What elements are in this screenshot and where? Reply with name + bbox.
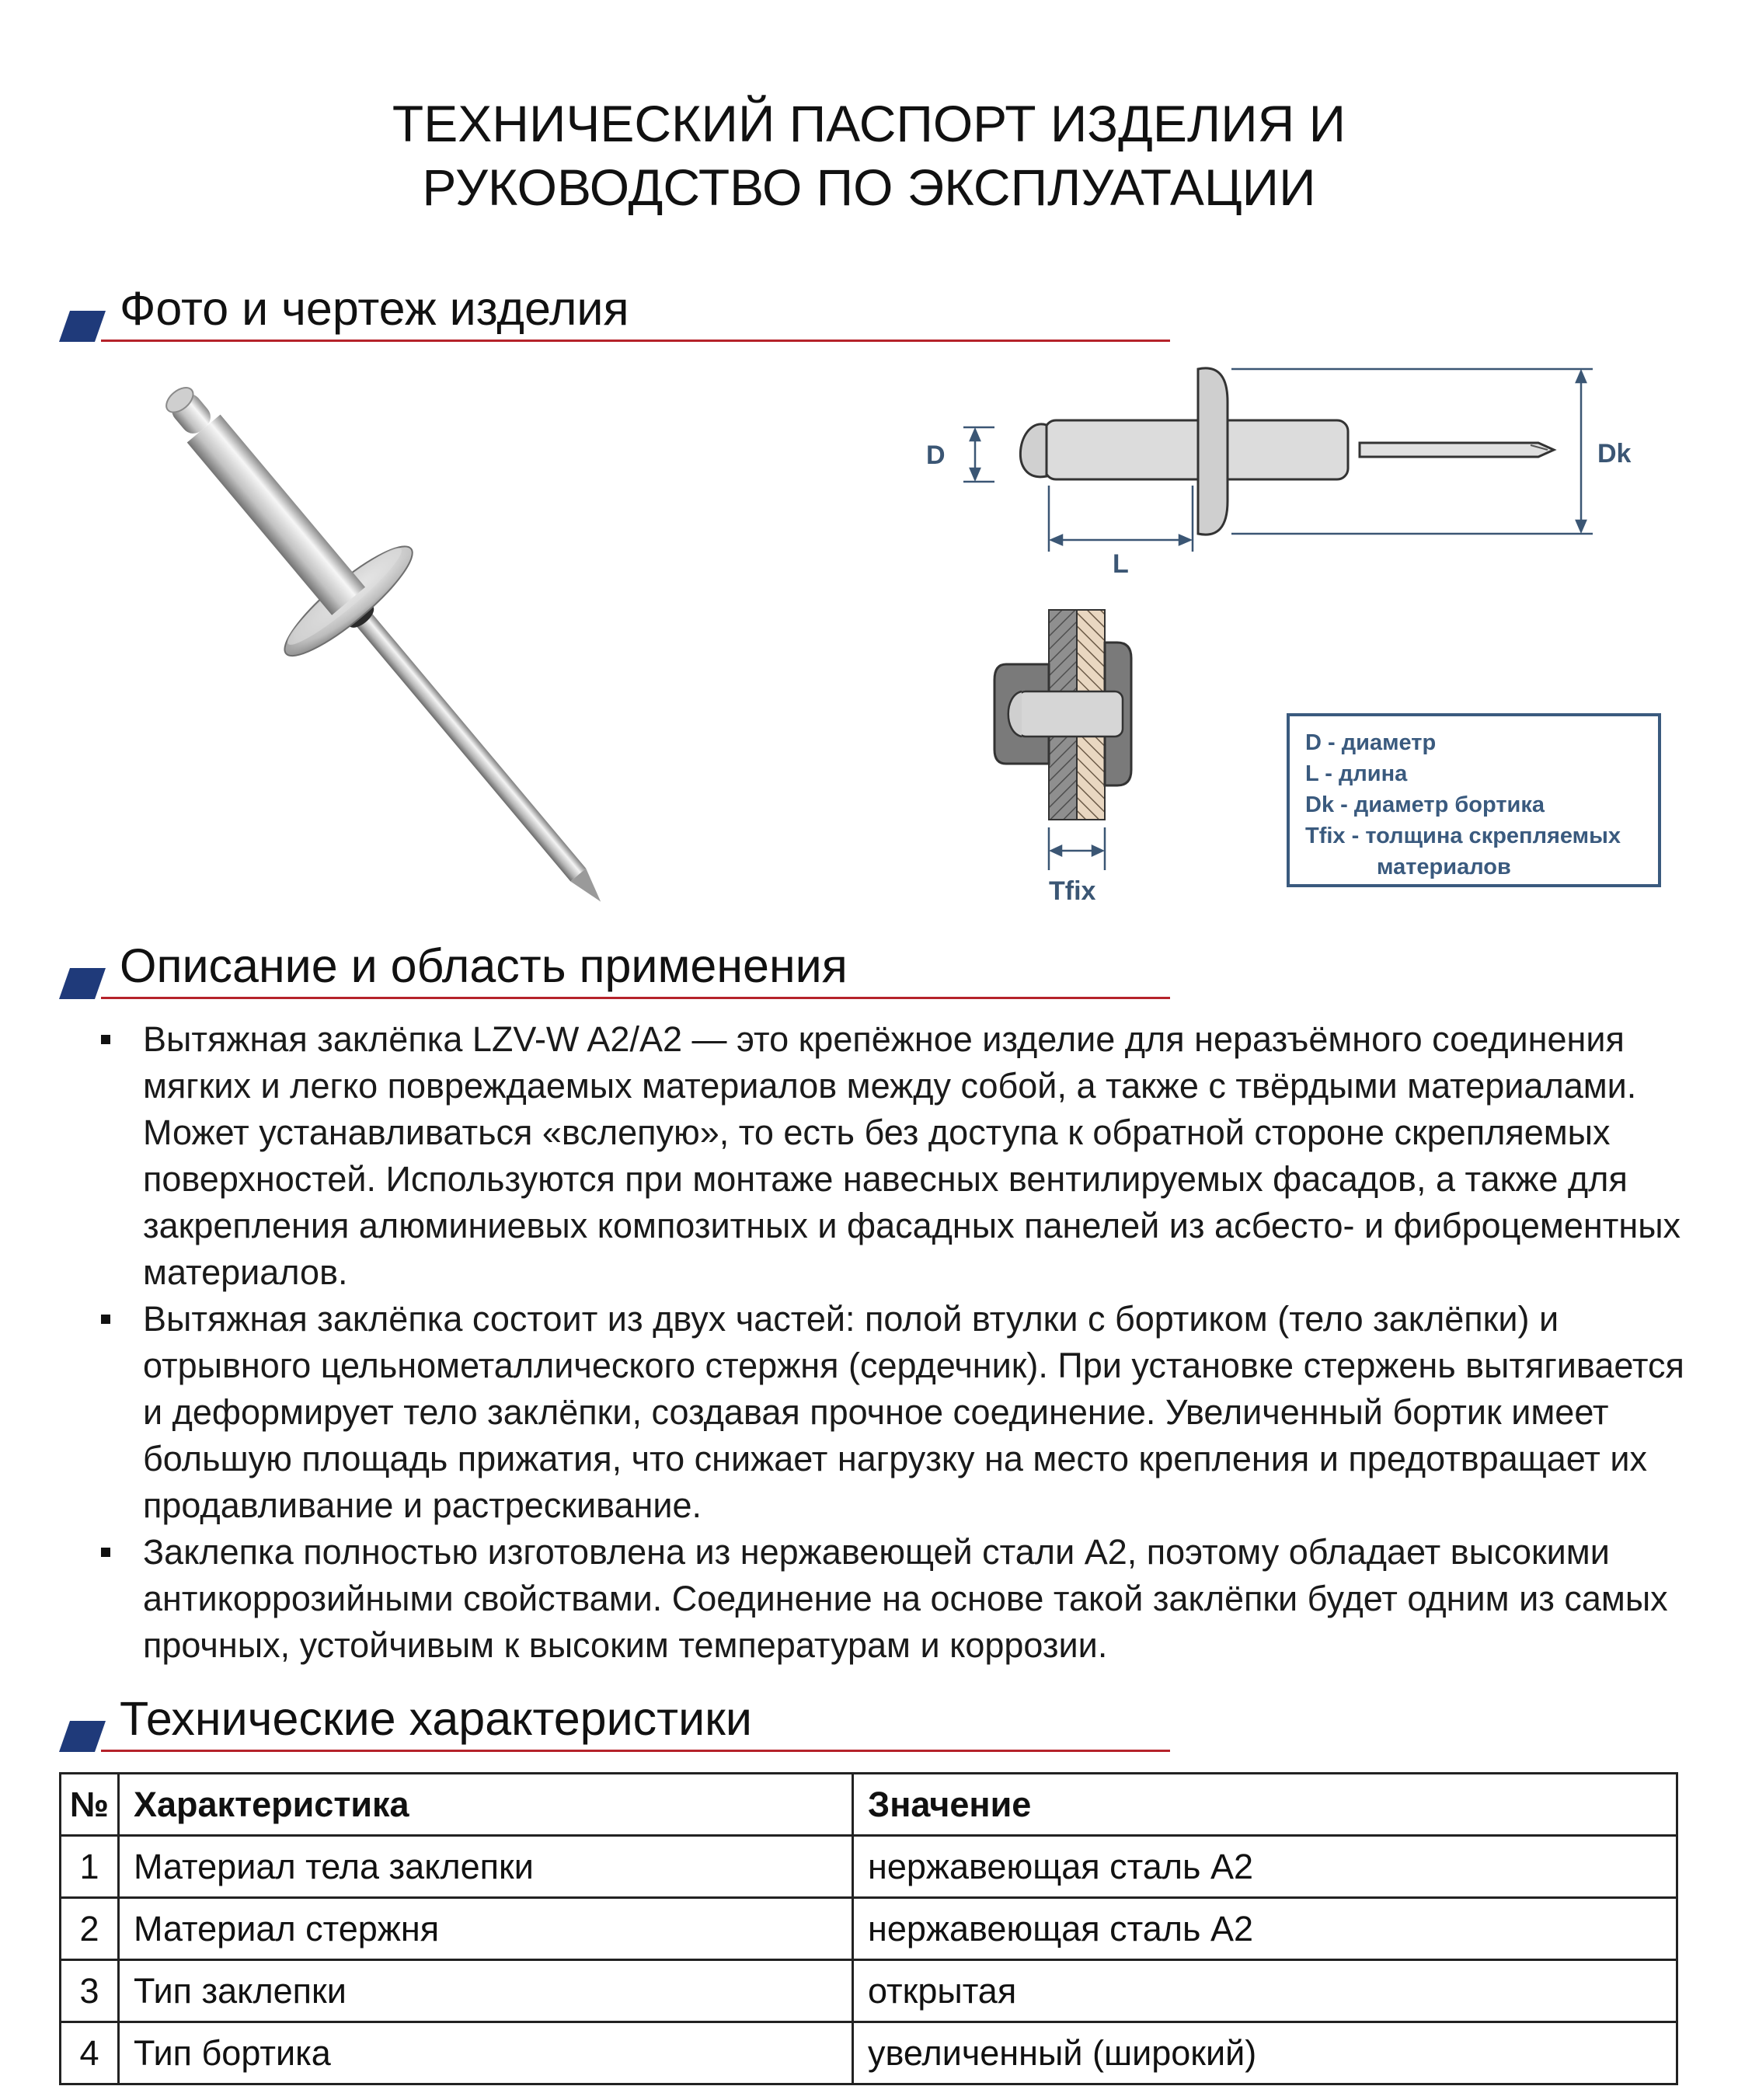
row-value: нержавеющая сталь А2 — [853, 1898, 1677, 1960]
document-title-line-2: РУКОВОДСТВО ПО ЭКСПЛУАТАЦИИ — [422, 158, 1316, 216]
section-marker-icon — [59, 968, 106, 999]
row-value: открытая — [853, 1960, 1677, 2022]
section-title-photo: Фото и чертеж изделия — [120, 282, 629, 335]
section-title-specs: Технические характеристики — [120, 1692, 752, 1745]
label-tfix: Tfix — [1049, 876, 1096, 906]
section-header-description — [59, 937, 1170, 999]
description-item: Вытяжная заклёпка LZV-W A2/A2 — это крепёжное изделие для неразъёмного соединения мягких и легко повреждаемых материалов между собой, а также с твёрдыми материалами. Может устанавливаться «вслепую», то есть без доступа к обратной стороне скрепляемых поверхностей. Используются при монтаже навесных вентилируемых фасадов, а также для закрепления алюминиевых композитных и фасадных панелей из асбесто- и фиброцементных материалов. — [101, 1016, 1701, 1296]
document-title — [0, 92, 1738, 219]
dimension-tfix — [1049, 827, 1105, 870]
row-name: Тип бортика — [119, 2022, 853, 2084]
row-value: увеличенный (широкий) — [853, 2022, 1677, 2084]
section-title-description: Описание и область применения — [120, 939, 848, 992]
row-num: 2 — [61, 1898, 119, 1960]
table-row — [61, 1836, 1677, 1898]
row-num: 1 — [61, 1836, 119, 1898]
description-item: Вытяжная заклёпка состоит из двух частей: полой втулки с бортиком (тело заклёпки) и отрывного цельнометаллического стержня (сердечник). При установке стержень вытягивается и деформирует тело заклёпки, создавая прочное соединение. Увеличенный бортик имеет большую площадь прижатия, что снижает нагрузку на место крепления и предотвращает их продавливание и растрескивание. — [101, 1296, 1701, 1529]
drawing-legend — [1287, 713, 1661, 887]
legend-dk: Dk - диаметр бортика — [1305, 792, 1545, 817]
dimension-d — [963, 427, 994, 482]
row-name: Тип заклепки — [119, 1960, 853, 2022]
header-name: Характеристика — [119, 1774, 853, 1836]
section-marker-icon — [59, 311, 106, 342]
section-rule — [101, 1750, 1170, 1752]
label-dk: Dk — [1597, 439, 1632, 468]
legend-tfix: Tfix - толщина скрепляемых — [1305, 824, 1621, 848]
row-num: 3 — [61, 1960, 119, 2022]
row-name: Материал стержня — [119, 1898, 853, 1960]
description-list — [101, 1016, 1701, 1669]
table-row — [61, 1898, 1677, 1960]
rivet-cross-section — [994, 610, 1131, 820]
description-item: Заклепка полностью изготовлена из нержавеющей стали А2, поэтому обладает высокими антикоррозийными свойствами. Соединение на основе такой заклёпки будет одним из самых прочных, устойчивым к высоким температурам и коррозии. — [101, 1529, 1701, 1669]
specs-table — [59, 1772, 1678, 2085]
rivet-side-view — [1020, 368, 1554, 535]
label-d: D — [926, 441, 946, 470]
table-row — [61, 2022, 1677, 2084]
row-num: 4 — [61, 2022, 119, 2084]
section-rule — [101, 997, 1170, 999]
header-num: № — [61, 1774, 119, 1836]
table-row — [61, 1960, 1677, 2022]
row-value: нержавеющая сталь А2 — [853, 1836, 1677, 1898]
section-header-specs — [59, 1690, 1170, 1752]
section-rule — [101, 340, 1170, 342]
header-value: Значение — [853, 1774, 1677, 1836]
legend-d: D - диаметр — [1305, 730, 1437, 755]
rivet-photo — [78, 353, 746, 944]
legend-tfix-cont: материалов — [1377, 855, 1511, 879]
section-header-photo — [59, 280, 1170, 342]
document-title-line-1: ТЕХНИЧЕСКИЙ ПАСПОРТ ИЗДЕЛИЯ И — [392, 95, 1346, 152]
row-name: Материал тела заклепки — [119, 1836, 853, 1898]
label-l: L — [1113, 549, 1129, 579]
section-marker-icon — [59, 1721, 106, 1752]
legend-l: L - длина — [1305, 761, 1408, 786]
table-header-row — [61, 1774, 1677, 1836]
dimension-l — [1049, 486, 1193, 552]
